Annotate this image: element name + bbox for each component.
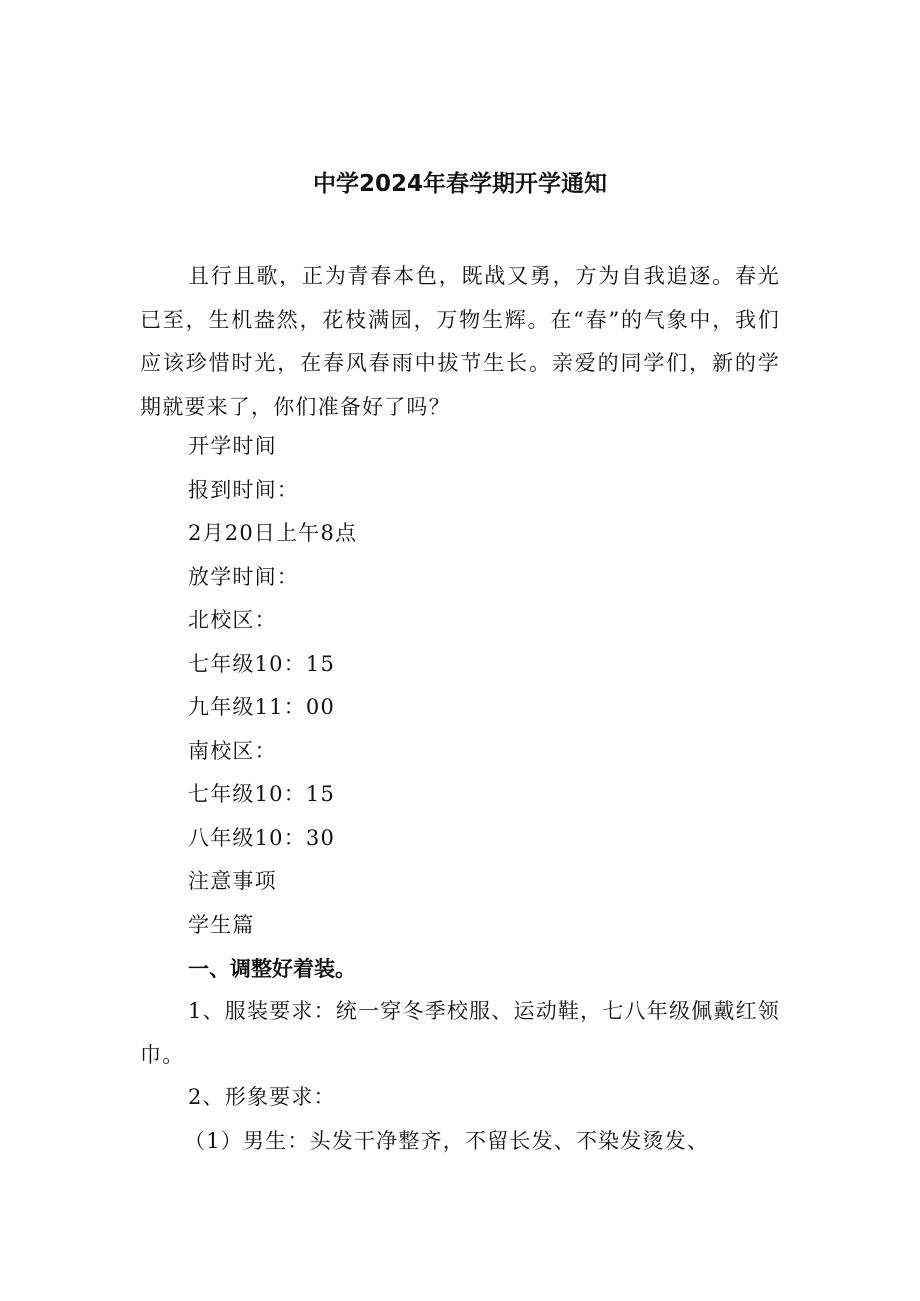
students-section-label: 学生篇 [188, 912, 255, 937]
south-campus-label: 南校区： [188, 738, 277, 763]
north-grade9-time: 九年级11：00 [188, 695, 336, 719]
south-grade8-time: 八年级10：30 [188, 825, 336, 850]
clothing-requirement: 1、服装要求：统一穿冬季校服、运动鞋，七八年级佩戴红领巾。 [140, 999, 780, 1067]
report-time-value: 2月20日上午8点 [188, 521, 358, 545]
boys-requirement: （1）男生：头发干净整齐，不留长发、不染发烫发、 [184, 1129, 710, 1153]
south-grade7-time: 七年级10：15 [188, 782, 336, 806]
document-title: 中学2024年春学期开学通知 [312, 171, 607, 197]
dress-section-heading: 一、调整好着装。 [188, 957, 356, 981]
start-time-heading: 开学时间 [188, 434, 277, 458]
schedule-list [188, 425, 780, 947]
report-time-label: 报到时间： [188, 477, 299, 502]
north-grade7-time: 七年级10：15 [188, 651, 336, 676]
notes-heading: 注意事项 [188, 869, 277, 893]
intro-paragraph: 且行且歌，正为青春本色，既战又勇，方为自我追逐。春光已至，生机盎然，花枝满园，万物生辉。在“春”的气象中，我们应该珍惜时光，在春风春雨中拔节生长。亲爱的同学们，新的学期就要来了，你们准备好了吗？ [140, 264, 780, 419]
appearance-requirement: 2、形象要求： [188, 1085, 336, 1109]
north-campus-label: 北校区： [188, 608, 277, 632]
dismissal-time-label: 放学时间： [188, 564, 299, 589]
